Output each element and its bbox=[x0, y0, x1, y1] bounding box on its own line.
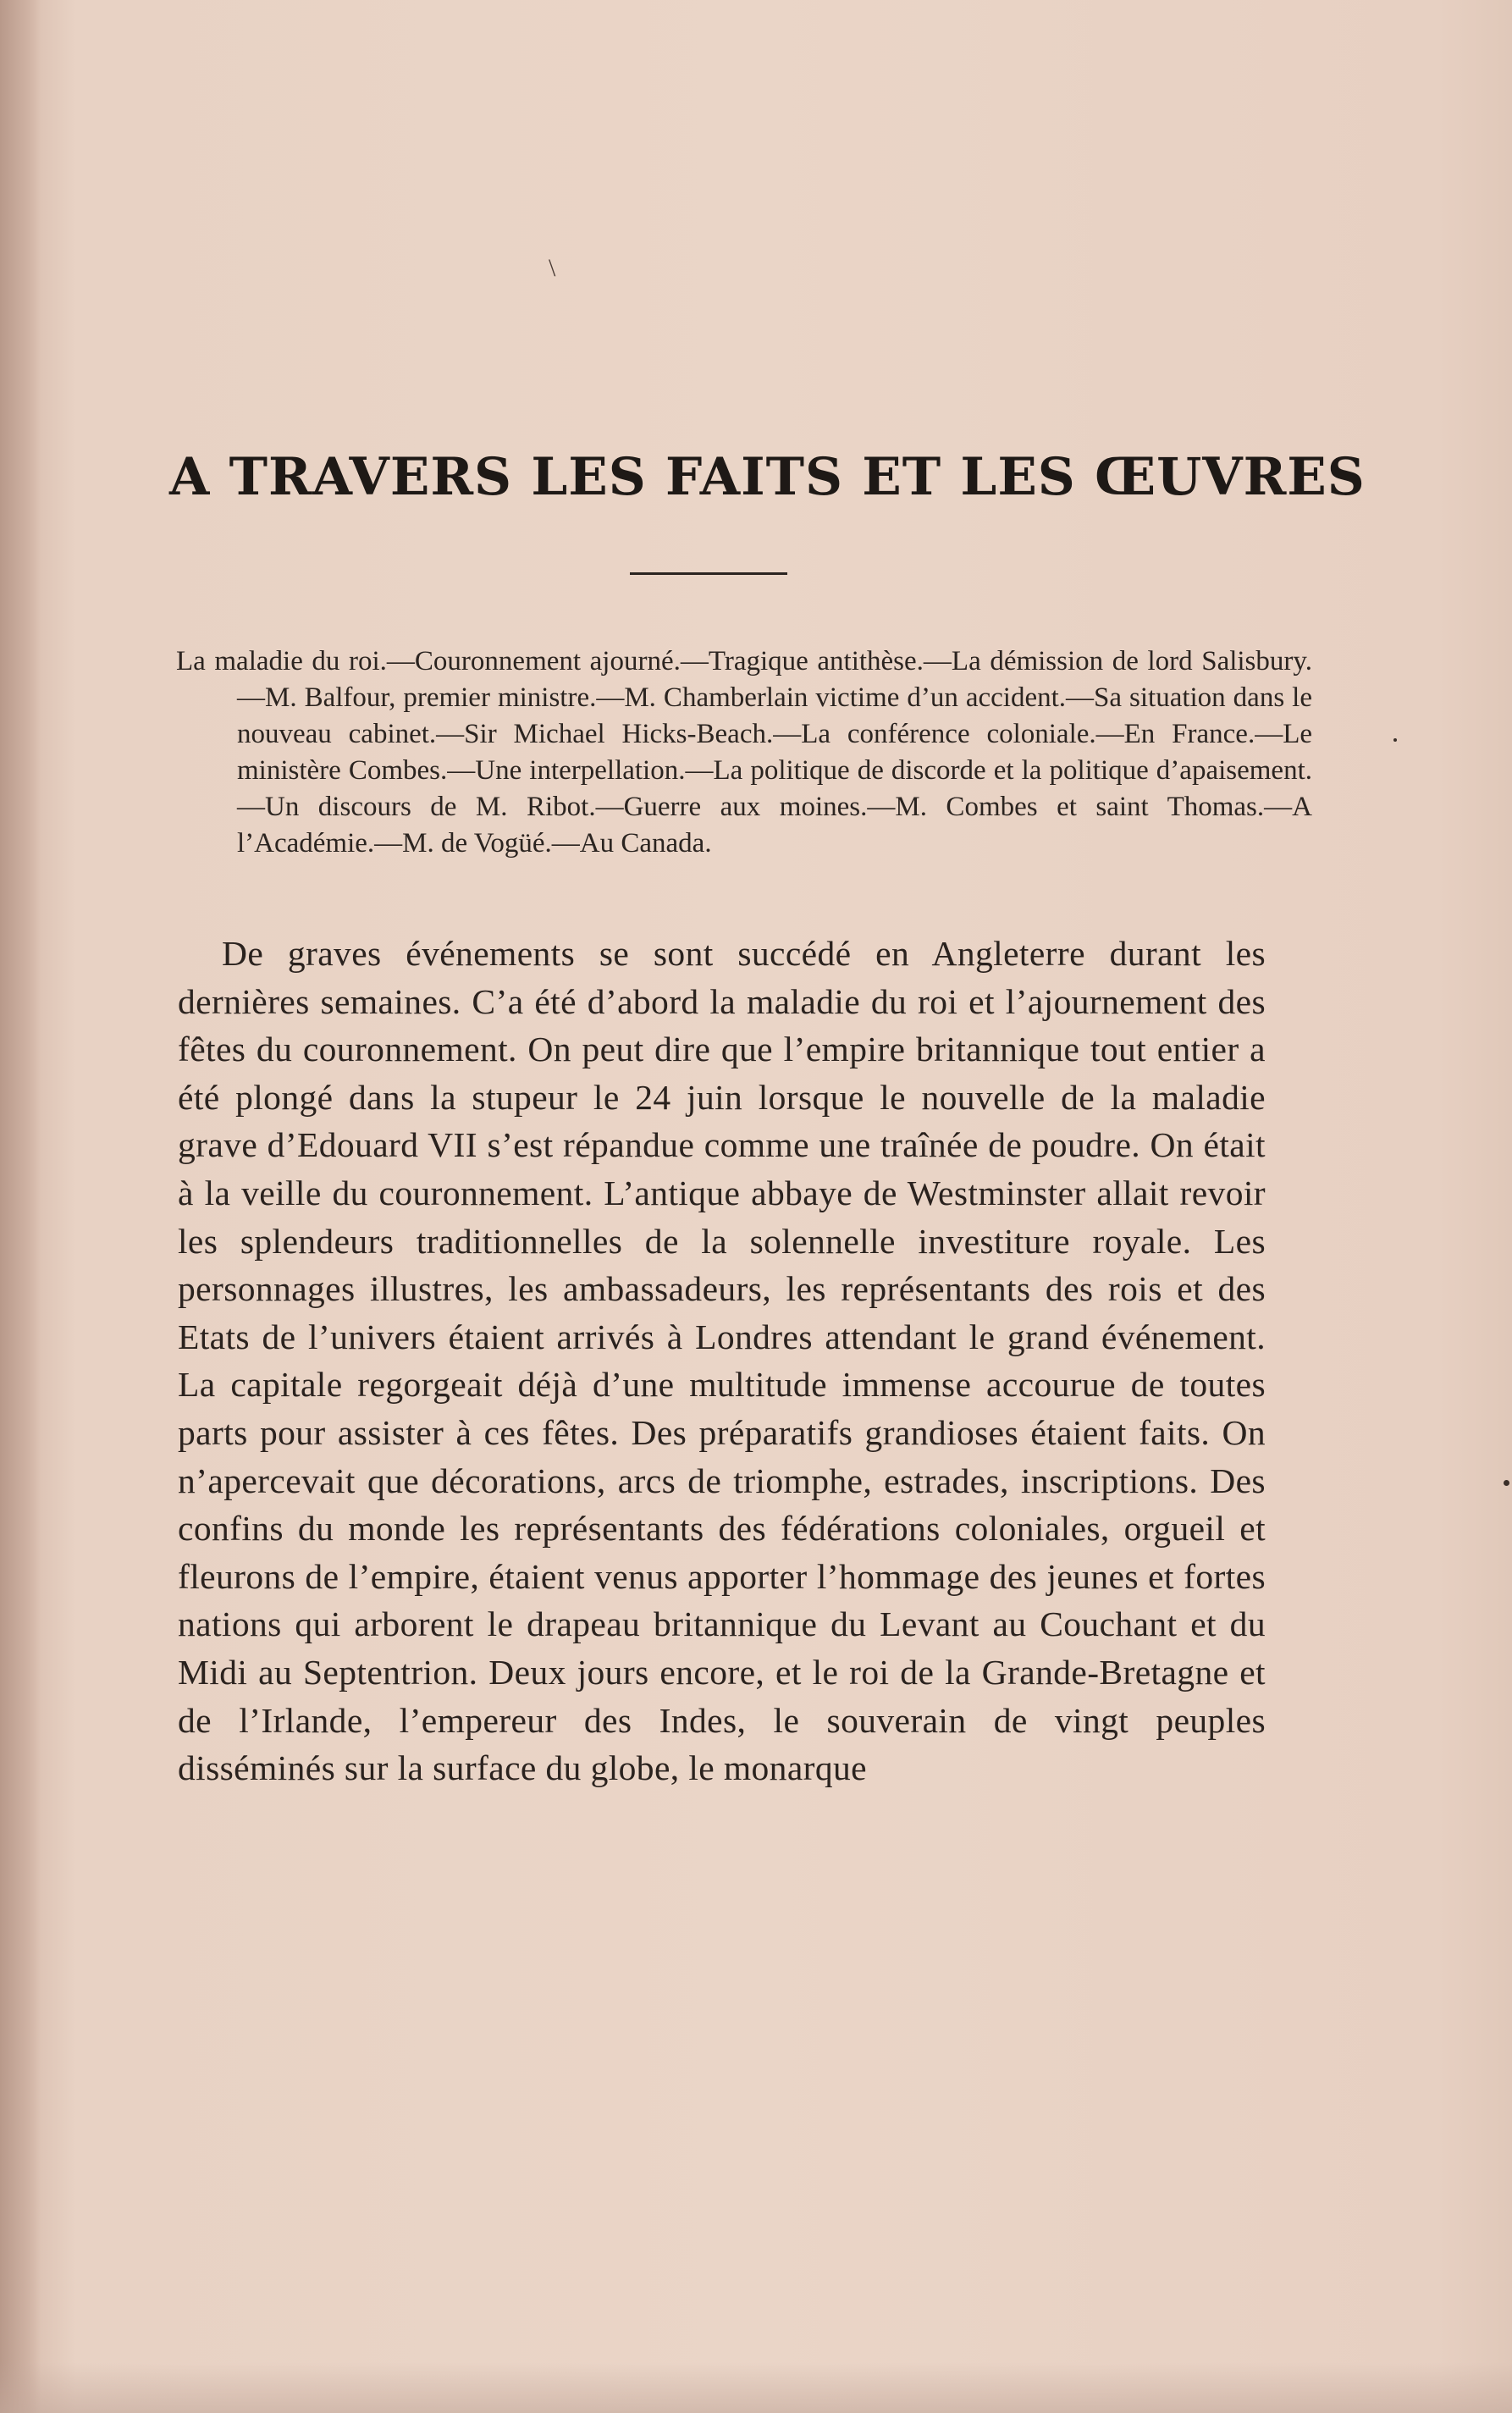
title-divider bbox=[630, 572, 787, 575]
page-bottom-shadow bbox=[0, 2362, 1512, 2413]
margin-speck bbox=[1504, 1480, 1509, 1486]
book-spine-shadow bbox=[0, 0, 41, 2413]
stray-mark: \ bbox=[549, 254, 556, 282]
chapter-summary: La maladie du roi.—Couronnement ajourné.—Tragique antithèse.—La démission de lord Salisbury.—M. Balfour, premier ministre.—M. Chamberlain victime d’un accident.—Sa situation dans le nouveau cabinet.—Sir Michael Hicks-Beach.—La conférence coloniale.—En France.—Le ministère Combes.—Une interpellation.—La politique de discorde et la politique d’apaisement.—Un discours de M. Ribot.—Guerre aux moines.—M. Combes et saint Thomas.—A l’Académie.—M. de Vogüé.—Au Canada. bbox=[176, 646, 1312, 859]
body-paragraph: De graves événements se sont succédé en Angleterre durant les dernières semaines. C’a été d’abord la maladie du roi et l’ajournement des fêtes du couronnement. On peut dire que l’empire britannique tout entier a été plongé dans la stupeur le 24 juin lorsque le nouvelle de la maladie grave d’Edouard VII s’est répandue comme une traînée de poudre. On était à la veille du couronnement. L’antique abbaye de Westminster allait revoir les splendeurs traditionnelles de la solennelle investiture royale. Les personnages illustres, les ambassadeurs, les représentants des rois et des Etats de l’univers étaient arrivés à Londres attendant le grand événement. La capitale regorgeait déjà d’une multitude immense accourue de toutes parts pour assister à ces fêtes. Des préparatifs grandioses étaient faits. On n’apercevait que décorations, arcs de triomphe, estrades, inscriptions. Des confins du monde les représentants des fédérations coloniales, orgueil et fleurons de l’empire, étaient venus apporter l’hommage des jeunes et fortes nations qui arborent le drapeau britannique du Levant au Couchant et du Midi au Septentrion. Deux jours encore, et le roi de la Grande-Bretagne et de l’Irlande, l’empereur des Indes, le souverain de vingt peuples disséminés sur la surface du globe, le monarque bbox=[178, 934, 1266, 1788]
margin-speck bbox=[1393, 738, 1397, 742]
page-title: A TRAVERS LES FAITS ET LES ŒUVRES bbox=[169, 447, 1366, 507]
